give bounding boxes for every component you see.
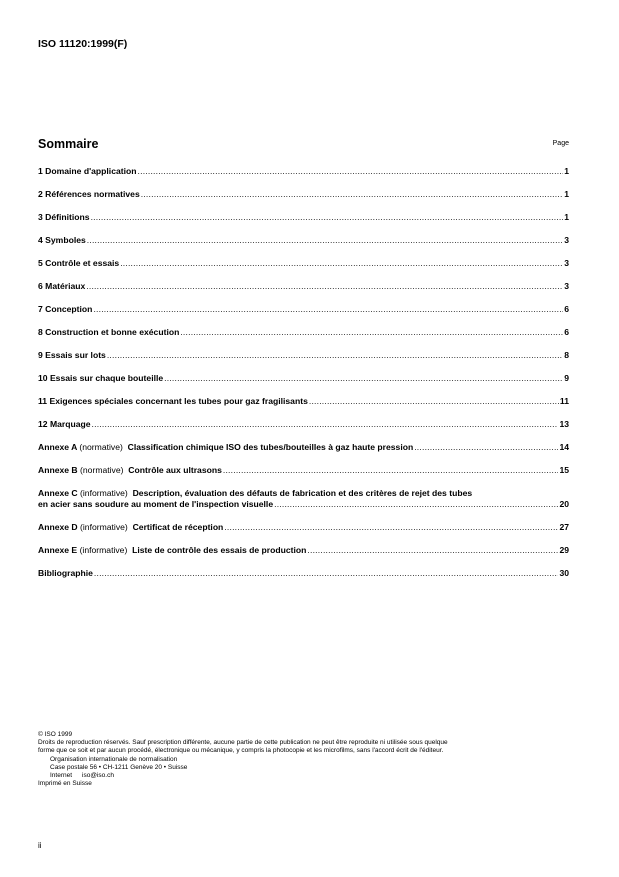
email-link[interactable]: iso@iso.ch (82, 772, 114, 780)
copyright-line: © ISO 1999 (38, 731, 73, 738)
toc-entry[interactable]: 8 Construction et bonne exécution ..... 6 (38, 327, 569, 338)
toc-bibliography-entry[interactable]: Bibliographie ..... 30 (38, 568, 569, 579)
copyright-notice (38, 731, 578, 788)
toc-entry[interactable]: 11 Exigences spéciales concernant les tubes pour gaz fragilisants ..... 11 (38, 396, 569, 407)
printed-in: Imprimé en Suisse (38, 780, 92, 788)
toc-entry[interactable]: 12 Marquage ..... 13 (38, 419, 569, 430)
toc-entry[interactable]: 4 Symboles ..... 3 (38, 235, 569, 246)
toc-entry[interactable]: 9 Essais sur lots ..... 8 (38, 350, 569, 361)
page-column-label: Page (552, 140, 569, 147)
toc-entry[interactable]: 7 Conception ..... 6 (38, 304, 569, 315)
rights-text-line: forme que ce soit et par aucun procédé, électronique ou mécanique, y compris la photocopie et les microfilms, sans l'accord écrit de l'éditeur. (38, 747, 444, 755)
toc-annex-entry[interactable]: Annexe E (informative) Liste de contrôle des essais de production ..... 29 (38, 545, 569, 556)
rights-text-line: Droits de reproduction réservés. Sauf prescription différente, aucune partie de cette publication ne peut être reproduite ni utilisée sous quelque (38, 739, 448, 747)
toc-annex-entry[interactable]: Annexe B (normative) Contrôle aux ultrasons ..... 15 (38, 465, 569, 476)
toc-entry[interactable]: 10 Essais sur chaque bouteille ..... 9 (38, 373, 569, 384)
toc-annex-entry[interactable]: Annexe D (informative) Certificat de réception ..... 27 (38, 522, 569, 533)
toc-title: Sommaire (38, 137, 99, 151)
toc-annex-entry[interactable]: Annexe A (normative) Classification chimique ISO des tubes/bouteilles à gaz haute pression ..... 14 (38, 442, 569, 453)
table-of-contents (38, 166, 569, 579)
toc-entry[interactable]: 3 Définitions ..... 1 (38, 212, 569, 223)
page-number: ii (38, 841, 42, 850)
toc-entry[interactable]: 6 Matériaux ..... 3 (38, 281, 569, 292)
toc-entry[interactable]: 5 Contrôle et essais ..... 3 (38, 258, 569, 269)
toc-entry[interactable]: 2 Références normatives ..... 1 (38, 189, 569, 200)
internet-contact: Internet iso@iso.ch (50, 772, 114, 780)
organization-name: Organisation internationale de normalisation (50, 755, 178, 763)
postal-address: Case postale 56 • CH-1211 Genève 20 • Suisse (50, 763, 188, 771)
toc-annex-entry[interactable]: Annexe C (informative) Description, évaluation des défauts de fabrication et des critères de rejet des tubes en acier sans soudure au moment de l'inspection visuelle ..... 20 (38, 488, 569, 510)
toc-entry[interactable]: 1 Domaine d'application ..... 1 (38, 166, 569, 177)
standard-reference: ISO 11120:1999(F) (38, 38, 128, 50)
